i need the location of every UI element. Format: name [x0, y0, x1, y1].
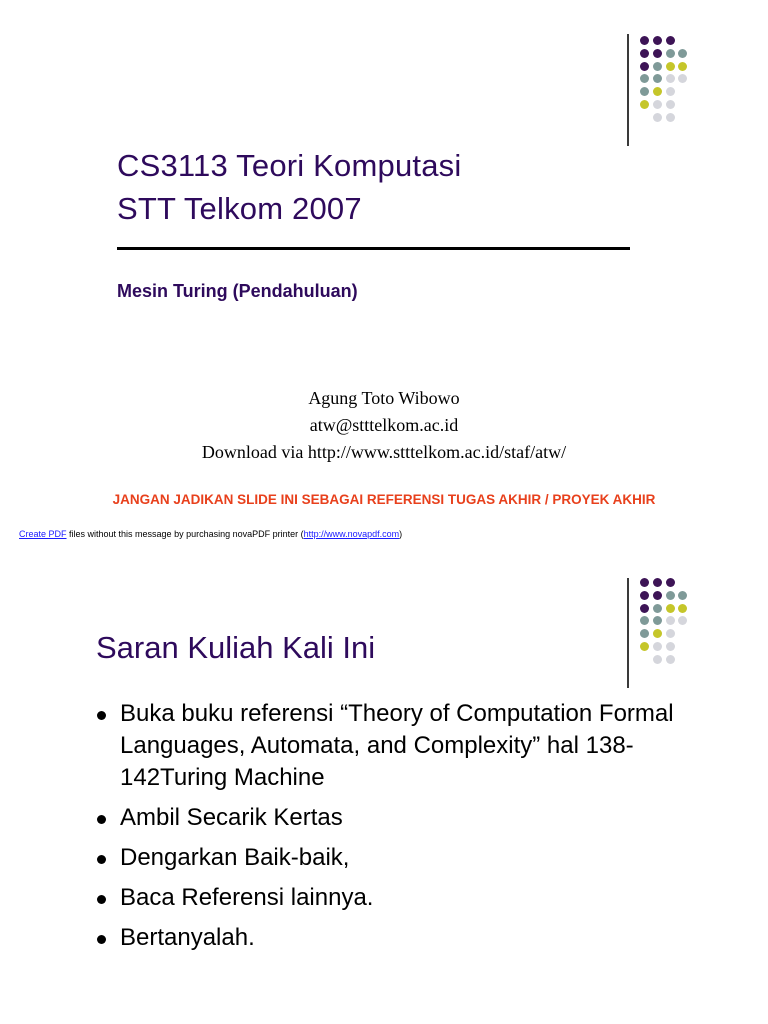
decorative-dot — [640, 49, 649, 58]
decorative-dot — [640, 642, 649, 651]
decorative-dot — [678, 49, 687, 58]
warning-text: JANGAN JADIKAN SLIDE INI SEBAGAI REFERENSI TUGAS AKHIR / PROYEK AKHIR — [112, 492, 656, 507]
author-email: atw@stttelkom.ac.id — [309, 415, 459, 435]
decorative-dot — [640, 629, 649, 638]
decorative-dot — [653, 62, 662, 71]
decorative-dot — [666, 100, 675, 109]
bullet-item — [95, 842, 715, 874]
pdf-footer — [19, 529, 402, 539]
slide2-title: Saran Kuliah Kali Ini — [96, 630, 376, 665]
decorative-dot — [653, 591, 662, 600]
bullet-dot-icon — [97, 711, 106, 720]
decorative-dot — [653, 113, 662, 122]
bullet-text: Buka buku referensi “Theory of Computation Formal Languages, Automata, and Complexity” hal 138-142Turing Machine — [120, 700, 674, 791]
footer-text-end: ) — [399, 529, 403, 539]
decorative-dot — [640, 578, 649, 587]
decorative-dot — [666, 629, 675, 638]
decorative-dot — [666, 113, 675, 122]
decorative-dot — [666, 578, 675, 587]
bullet-text: Bertanyalah. — [120, 924, 255, 951]
bullet-item — [95, 802, 715, 834]
decorative-dot — [640, 36, 649, 45]
bullet-text: Ambil Secarik Kertas — [120, 804, 343, 831]
decorative-dot — [678, 62, 687, 71]
bullet-item — [95, 698, 715, 794]
decorative-dot — [640, 87, 649, 96]
decorative-dot — [653, 616, 662, 625]
bullet-item — [95, 882, 715, 914]
slide2-divider-line — [627, 578, 629, 688]
slide1-title-line1: CS3113 Teori Komputasi — [117, 148, 462, 183]
decorative-dot — [678, 616, 687, 625]
decorative-dot — [666, 62, 675, 71]
decorative-dot — [666, 36, 675, 45]
decorative-dot — [640, 74, 649, 83]
download-info: Download via http://www.stttelkom.ac.id/staf/atw/ — [201, 442, 567, 462]
decorative-dot — [666, 616, 675, 625]
decorative-dot — [666, 49, 675, 58]
bullet-dot-icon — [97, 895, 106, 904]
decorative-dot — [653, 655, 662, 664]
slide1-title-line2: STT Telkom 2007 — [117, 191, 362, 226]
decorative-dot — [640, 604, 649, 613]
slide1-subtitle: Mesin Turing (Pendahuluan) — [117, 281, 358, 301]
author-name: Agung Toto Wibowo — [308, 388, 460, 408]
decorative-dot — [653, 629, 662, 638]
decorative-dot — [666, 655, 675, 664]
bullet-dot-icon — [97, 935, 106, 944]
footer-text-middle: files without this message by purchasing novaPDF printer ( — [66, 529, 304, 539]
bullet-dot-icon — [97, 815, 106, 824]
decorative-dot — [653, 578, 662, 587]
slide1-divider-line — [627, 34, 629, 146]
decorative-dot — [653, 74, 662, 83]
decorative-dot — [653, 49, 662, 58]
bullet-item — [95, 922, 715, 954]
decorative-dot — [666, 591, 675, 600]
decorative-dot — [640, 616, 649, 625]
decorative-dot — [666, 604, 675, 613]
bullet-list — [95, 698, 715, 962]
decorative-dot — [678, 604, 687, 613]
decorative-dot — [666, 87, 675, 96]
decorative-dot — [666, 642, 675, 651]
decorative-dot — [678, 74, 687, 83]
decorative-dot — [666, 74, 675, 83]
title-underline — [117, 247, 630, 250]
bullet-text: Baca Referensi lainnya. — [120, 884, 374, 911]
decorative-dot — [653, 36, 662, 45]
bullet-text: Dengarkan Baik-baik, — [120, 844, 350, 871]
bullet-dot-icon — [97, 855, 106, 864]
decorative-dot — [640, 591, 649, 600]
decorative-dot — [640, 62, 649, 71]
decorative-dot — [653, 604, 662, 613]
decorative-dot — [653, 642, 662, 651]
decorative-dot — [653, 100, 662, 109]
novapdf-link[interactable]: http://www.novapdf.com — [303, 529, 400, 539]
create-pdf-link[interactable]: Create PDF — [19, 529, 67, 539]
decorative-dot — [678, 591, 687, 600]
decorative-dot — [640, 100, 649, 109]
decorative-dot — [653, 87, 662, 96]
